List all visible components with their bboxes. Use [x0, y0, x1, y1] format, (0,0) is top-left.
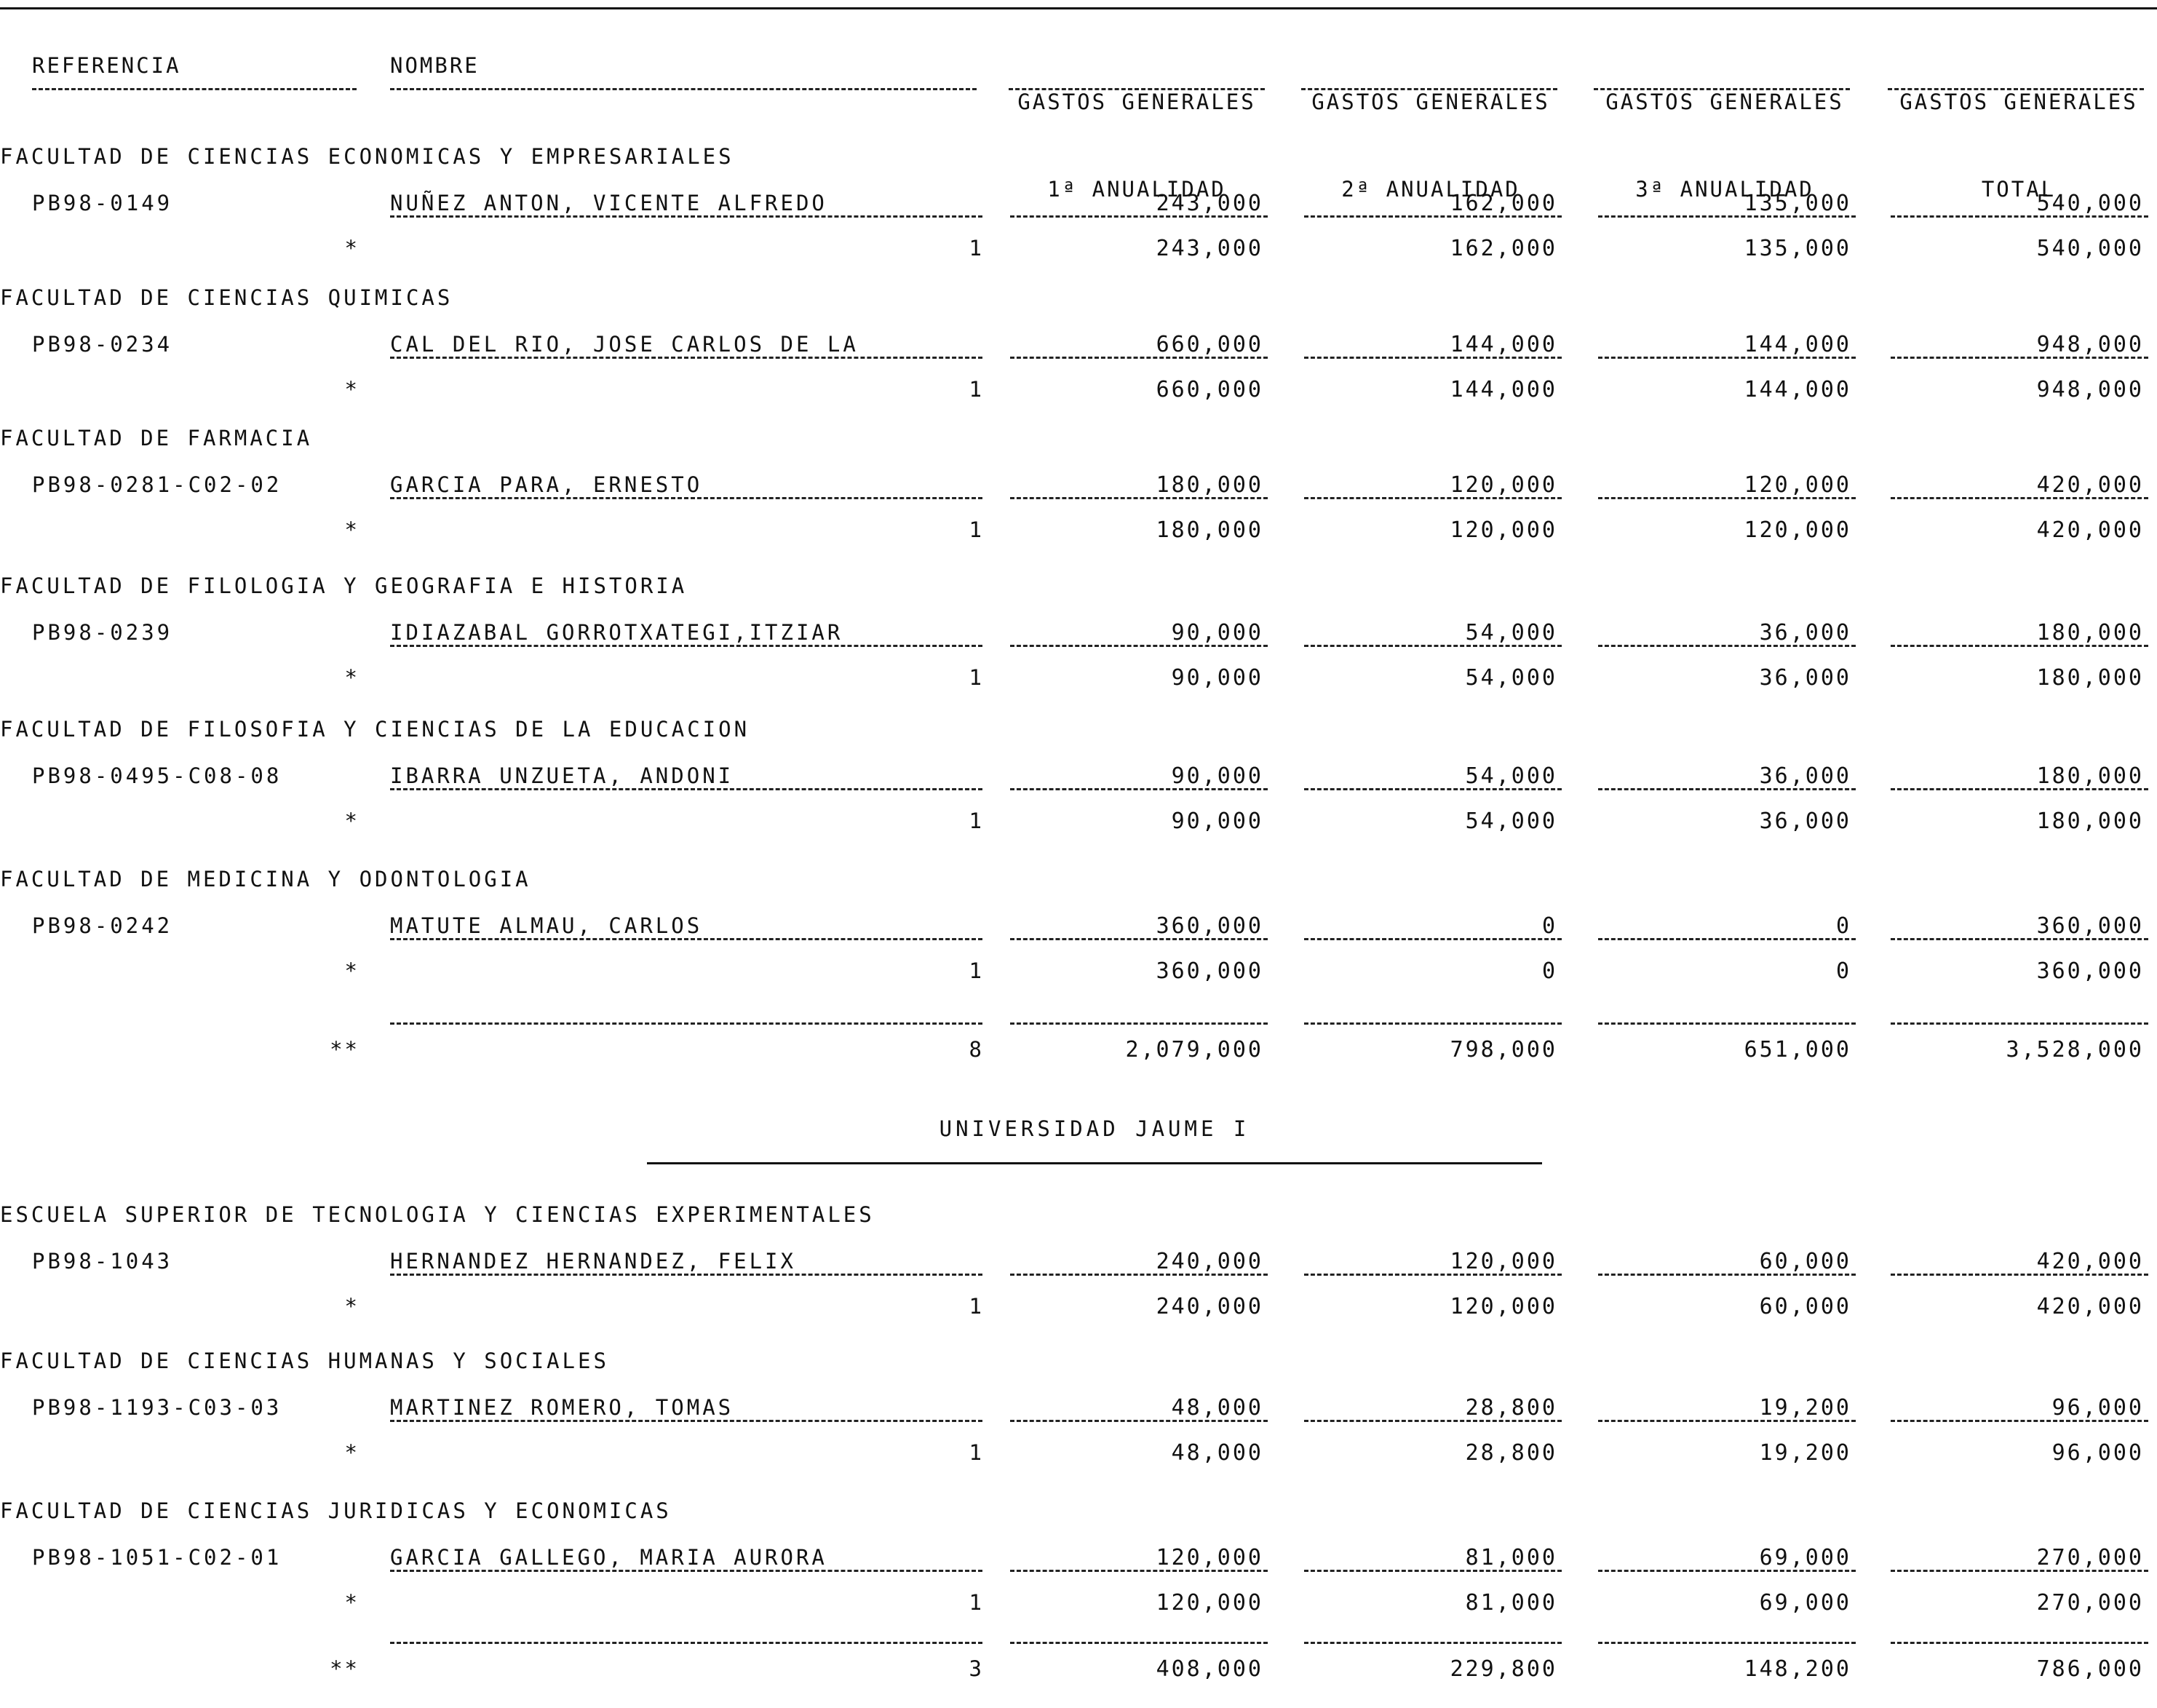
amount-cell: 360,000 — [2036, 913, 2144, 939]
row-underline-dash-4 — [1891, 497, 2148, 499]
row-underline-dash-3 — [1598, 357, 1856, 359]
header-dash-total — [1888, 88, 2144, 90]
amount-cell: 135,000 — [1744, 191, 1851, 216]
subtotal-amount: 948,000 — [2036, 377, 2144, 402]
subtotal-amount: 90,000 — [1171, 809, 1263, 834]
subtotal-count: 1 — [969, 377, 984, 402]
total-count: 8 — [969, 1037, 984, 1062]
subtotal-amount: 120,000 — [1156, 1590, 1263, 1616]
amount-cell: 96,000 — [2051, 1395, 2144, 1421]
total-separator-dash-nombre — [390, 1642, 982, 1644]
total-separator-dash-4 — [1891, 1642, 2148, 1644]
subtotal-amount: 54,000 — [1465, 665, 1557, 691]
reference-code: PB98-0281-C02-02 — [32, 472, 282, 497]
header-dash-2 — [1301, 88, 1557, 90]
total-amount: 798,000 — [1450, 1037, 1557, 1062]
subtotal-amount: 180,000 — [2036, 809, 2144, 834]
facultad-heading: FACULTAD DE CIENCIAS ECONOMICAS Y EMPRESARIALES — [0, 144, 734, 169]
row-underline-dash-4 — [1891, 1274, 2148, 1276]
row-underline-dash-2 — [1304, 1274, 1562, 1276]
facultad-heading: FACULTAD DE FILOLOGIA Y GEOGRAFIA E HISTORIA — [0, 573, 688, 598]
header-gastos-2-line2: 2ª ANUALIDAD — [1341, 177, 1520, 202]
row-underline-dash-3 — [1598, 1420, 1856, 1422]
subtotal-amount: 420,000 — [2036, 1294, 2144, 1319]
subtotal-amount: 0 — [1835, 958, 1851, 984]
total-separator-dash-3 — [1598, 1642, 1856, 1644]
total-separator-dash-3 — [1598, 1022, 1856, 1025]
subtotal-amount: 120,000 — [1450, 517, 1557, 543]
total-marker: ** — [330, 1037, 360, 1062]
subtotal-amount: 96,000 — [2051, 1440, 2144, 1466]
facultad-heading: FACULTAD DE FILOSOFIA Y CIENCIAS DE LA EDUCACION — [0, 717, 750, 742]
row-underline-dash-4 — [1891, 357, 2148, 359]
amount-cell: 240,000 — [1156, 1249, 1263, 1274]
facultad-heading: FACULTAD DE CIENCIAS QUIMICAS — [0, 285, 453, 310]
row-underline-dash-3 — [1598, 1274, 1856, 1276]
amount-cell: 180,000 — [1156, 472, 1263, 498]
header-dash-nombre — [390, 88, 977, 90]
header-gastos-2 — [1298, 29, 1563, 262]
subtotal-amount: 660,000 — [1156, 377, 1263, 402]
row-underline-dash-nombre — [390, 215, 982, 218]
subtotal-amount: 180,000 — [1156, 517, 1263, 543]
amount-cell: 54,000 — [1465, 620, 1557, 646]
amount-cell: 69,000 — [1759, 1545, 1851, 1570]
amount-cell: 540,000 — [2036, 191, 2144, 216]
subtotal-count: 1 — [969, 1294, 984, 1319]
row-underline-dash-nombre — [390, 497, 982, 499]
amount-cell: 0 — [1541, 913, 1557, 939]
row-underline-dash-nombre — [390, 645, 982, 647]
reference-code: PB98-0234 — [32, 332, 173, 357]
subtotal-amount: 28,800 — [1465, 1440, 1557, 1466]
subtotal-amount: 420,000 — [2036, 517, 2144, 543]
total-count: 3 — [969, 1656, 984, 1681]
subtotal-amount: 48,000 — [1171, 1440, 1263, 1466]
subtotal-amount: 135,000 — [1744, 236, 1851, 261]
header-gastos-3-line2: 3ª ANUALIDAD — [1635, 177, 1814, 202]
header-gastos-total — [1886, 29, 2151, 262]
subtotal-amount: 36,000 — [1759, 665, 1851, 691]
subtotal-amount: 270,000 — [2036, 1590, 2144, 1616]
subtotal-amount: 69,000 — [1759, 1590, 1851, 1616]
subtotal-marker: * — [344, 1294, 360, 1319]
amount-cell: 120,000 — [1156, 1545, 1263, 1570]
amount-cell: 90,000 — [1171, 763, 1263, 789]
amount-cell: 144,000 — [1450, 332, 1557, 357]
subtotal-marker: * — [344, 665, 360, 690]
amount-cell: 120,000 — [1744, 472, 1851, 498]
subtotal-count: 1 — [969, 958, 984, 983]
researcher-name: MARTINEZ ROMERO, TOMAS — [390, 1395, 734, 1420]
subtotal-count: 1 — [969, 1590, 984, 1615]
subtotal-count: 1 — [969, 809, 984, 833]
amount-cell: 660,000 — [1156, 332, 1263, 357]
subtotal-amount: 54,000 — [1465, 809, 1557, 834]
amount-cell: 60,000 — [1759, 1249, 1851, 1274]
total-marker: ** — [330, 1656, 360, 1681]
amount-cell: 243,000 — [1156, 191, 1263, 216]
total-separator-dash-1 — [1010, 1642, 1268, 1644]
row-underline-dash-2 — [1304, 1570, 1562, 1572]
facultad-heading: ESCUELA SUPERIOR DE TECNOLOGIA Y CIENCIAS EXPERIMENTALES — [0, 1202, 875, 1227]
subtotal-count: 1 — [969, 517, 984, 542]
header-gastos-3-line1: GASTOS GENERALES — [1605, 90, 1844, 114]
row-underline-dash-2 — [1304, 215, 1562, 218]
subtotal-amount: 540,000 — [2036, 236, 2144, 261]
row-underline-dash-1 — [1010, 357, 1268, 359]
row-underline-dash-nombre — [390, 938, 982, 940]
facultad-heading: FACULTAD DE FARMACIA — [0, 426, 313, 450]
reference-code: PB98-0149 — [32, 191, 173, 215]
amount-cell: 180,000 — [2036, 620, 2144, 646]
row-underline-dash-2 — [1304, 645, 1562, 647]
subtotal-marker: * — [344, 809, 360, 833]
row-underline-dash-3 — [1598, 788, 1856, 790]
subtotal-amount: 240,000 — [1156, 1294, 1263, 1319]
researcher-name: NUÑEZ ANTON, VICENTE ALFREDO — [390, 191, 827, 215]
subtotal-amount: 81,000 — [1465, 1590, 1557, 1616]
row-underline-dash-2 — [1304, 788, 1562, 790]
researcher-name: IDIAZABAL GORROTXATEGI,ITZIAR — [390, 620, 843, 645]
amount-cell: 54,000 — [1465, 763, 1557, 789]
total-amount: 3,528,000 — [2006, 1037, 2144, 1062]
row-underline-dash-4 — [1891, 1570, 2148, 1572]
row-underline-dash-1 — [1010, 938, 1268, 940]
subtotal-amount: 36,000 — [1759, 809, 1851, 834]
amount-cell: 180,000 — [2036, 763, 2144, 789]
amount-cell: 360,000 — [1156, 913, 1263, 939]
row-underline-dash-3 — [1598, 497, 1856, 499]
subtotal-marker: * — [344, 377, 360, 402]
header-gastos-total-line2: TOTAL — [1981, 177, 2057, 202]
amount-cell: 36,000 — [1759, 763, 1851, 789]
row-underline-dash-2 — [1304, 497, 1562, 499]
header-dash-referencia — [32, 88, 357, 90]
header-gastos-total-line1: GASTOS GENERALES — [1899, 90, 2138, 114]
total-separator-dash-2 — [1304, 1022, 1562, 1025]
amount-cell: 81,000 — [1465, 1545, 1557, 1570]
subtotal-count: 1 — [969, 1440, 984, 1465]
subtotal-marker: * — [344, 517, 360, 542]
row-underline-dash-1 — [1010, 1274, 1268, 1276]
reference-code: PB98-1051-C02-01 — [32, 1545, 282, 1570]
amount-cell: 19,200 — [1759, 1395, 1851, 1421]
header-nombre: NOMBRE — [390, 53, 480, 78]
researcher-name: IBARRA UNZUETA, ANDONI — [390, 763, 734, 788]
subtotal-amount: 144,000 — [1744, 377, 1851, 402]
amount-cell: 90,000 — [1171, 620, 1263, 646]
subtotal-count: 1 — [969, 236, 984, 261]
amount-cell: 36,000 — [1759, 620, 1851, 646]
header-dash-1 — [1009, 88, 1265, 90]
row-underline-dash-4 — [1891, 645, 2148, 647]
total-amount: 229,800 — [1450, 1656, 1557, 1682]
subtotal-amount: 120,000 — [1744, 517, 1851, 543]
row-underline-dash-2 — [1304, 938, 1562, 940]
amount-cell: 144,000 — [1744, 332, 1851, 357]
row-underline-dash-1 — [1010, 645, 1268, 647]
row-underline-dash-3 — [1598, 215, 1856, 218]
row-underline-dash-2 — [1304, 357, 1562, 359]
header-referencia: REFERENCIA — [32, 53, 181, 78]
amount-cell: 120,000 — [1450, 1249, 1557, 1274]
header-gastos-3 — [1592, 29, 1857, 262]
subtotal-amount: 243,000 — [1156, 236, 1263, 261]
subtotal-marker: * — [344, 958, 360, 983]
reference-code: PB98-0242 — [32, 913, 173, 938]
total-separator-dash-2 — [1304, 1642, 1562, 1644]
row-underline-dash-4 — [1891, 215, 2148, 218]
header-gastos-2-line1: GASTOS GENERALES — [1311, 90, 1550, 114]
amount-cell: 420,000 — [2036, 472, 2144, 498]
row-underline-dash-4 — [1891, 938, 2148, 940]
row-underline-dash-1 — [1010, 788, 1268, 790]
total-amount: 786,000 — [2036, 1656, 2144, 1682]
row-underline-dash-nombre — [390, 357, 982, 359]
row-underline-dash-nombre — [390, 1570, 982, 1572]
subtotal-amount: 162,000 — [1450, 236, 1557, 261]
subtotal-amount: 90,000 — [1171, 665, 1263, 691]
total-amount: 2,079,000 — [1125, 1037, 1263, 1062]
row-underline-dash-1 — [1010, 215, 1268, 218]
university-title-rule — [647, 1162, 1542, 1164]
total-separator-dash-4 — [1891, 1022, 2148, 1025]
facultad-heading: FACULTAD DE CIENCIAS JURIDICAS Y ECONOMICAS — [0, 1498, 672, 1523]
amount-cell: 120,000 — [1450, 472, 1557, 498]
researcher-name: GARCIA PARA, ERNESTO — [390, 472, 703, 497]
reference-code: PB98-1193-C03-03 — [32, 1395, 282, 1420]
header-gastos-1-line2: 1ª ANUALIDAD — [1047, 177, 1226, 202]
amount-cell: 948,000 — [2036, 332, 2144, 357]
row-underline-dash-nombre — [390, 1420, 982, 1422]
amount-cell: 270,000 — [2036, 1545, 2144, 1570]
subtotal-amount: 19,200 — [1759, 1440, 1851, 1466]
row-underline-dash-3 — [1598, 938, 1856, 940]
total-separator-dash-1 — [1010, 1022, 1268, 1025]
amount-cell: 420,000 — [2036, 1249, 2144, 1274]
subtotal-count: 1 — [969, 665, 984, 690]
row-underline-dash-1 — [1010, 497, 1268, 499]
subtotal-marker: * — [344, 1590, 360, 1615]
subtotal-amount: 180,000 — [2036, 665, 2144, 691]
header-gastos-1-line1: GASTOS GENERALES — [1017, 90, 1256, 114]
subtotal-amount: 360,000 — [1156, 958, 1263, 984]
row-underline-dash-4 — [1891, 1420, 2148, 1422]
header-gastos-1 — [1004, 29, 1269, 262]
total-amount: 651,000 — [1744, 1037, 1851, 1062]
row-underline-dash-nombre — [390, 1274, 982, 1276]
subtotal-amount: 0 — [1541, 958, 1557, 984]
top-rule — [0, 7, 2157, 9]
subtotal-amount: 120,000 — [1450, 1294, 1557, 1319]
subtotal-amount: 60,000 — [1759, 1294, 1851, 1319]
amount-cell: 162,000 — [1450, 191, 1557, 216]
subtotal-amount: 144,000 — [1450, 377, 1557, 402]
subtotal-amount: 360,000 — [2036, 958, 2144, 984]
subtotal-marker: * — [344, 1440, 360, 1465]
researcher-name: GARCIA GALLEGO, MARIA AURORA — [390, 1545, 827, 1570]
row-underline-dash-nombre — [390, 788, 982, 790]
researcher-name: CAL DEL RIO, JOSE CARLOS DE LA — [390, 332, 859, 357]
row-underline-dash-1 — [1010, 1420, 1268, 1422]
subtotal-marker: * — [344, 236, 360, 261]
total-separator-dash-nombre — [390, 1022, 982, 1025]
researcher-name: HERNANDEZ HERNANDEZ, FELIX — [390, 1249, 796, 1274]
amount-cell: 0 — [1835, 913, 1851, 939]
reference-code: PB98-0495-C08-08 — [32, 763, 282, 788]
reference-code: PB98-1043 — [32, 1249, 173, 1274]
reference-code: PB98-0239 — [32, 620, 173, 645]
row-underline-dash-2 — [1304, 1420, 1562, 1422]
researcher-name: MATUTE ALMAU, CARLOS — [390, 913, 703, 938]
facultad-heading: FACULTAD DE MEDICINA Y ODONTOLOGIA — [0, 867, 531, 891]
total-amount: 408,000 — [1156, 1656, 1263, 1682]
amount-cell: 48,000 — [1171, 1395, 1263, 1421]
total-amount: 148,200 — [1744, 1656, 1851, 1682]
row-underline-dash-3 — [1598, 645, 1856, 647]
row-underline-dash-1 — [1010, 1570, 1268, 1572]
row-underline-dash-3 — [1598, 1570, 1856, 1572]
university-title: UNIVERSIDAD JAUME I — [939, 1116, 1250, 1141]
amount-cell: 28,800 — [1465, 1395, 1557, 1421]
row-underline-dash-4 — [1891, 788, 2148, 790]
header-dash-3 — [1594, 88, 1850, 90]
facultad-heading: FACULTAD DE CIENCIAS HUMANAS Y SOCIALES — [0, 1348, 609, 1373]
